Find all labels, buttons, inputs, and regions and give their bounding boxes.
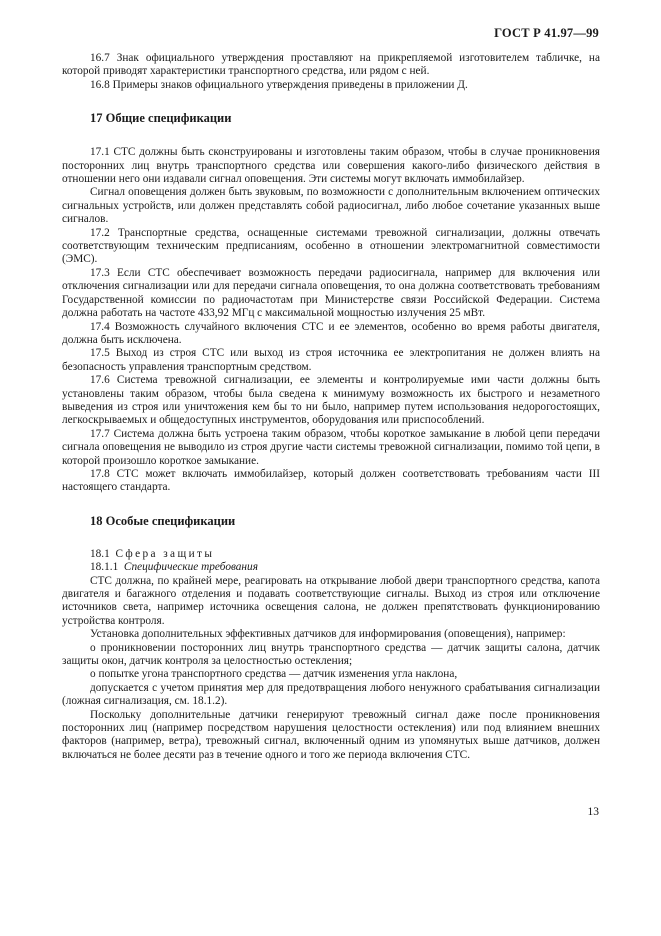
paragraph-17-3: 17.3 Если СТС обеспечивает возможность передачи радиосигнала, например для включения или отключения сигнализации или для передачи сигнала оповещения, то она должна соответствовать требованиям Государственной комиссии по радиочастотам при Министерстве связи Российской Федерации. Система должна работать на частоте 433,92 МГц с максимальной мощностью излучения 25 мВт. xyxy=(62,266,600,320)
paragraph-18-1-1-b: Установка дополнительных эффективных датчиков для информирования (оповещения), например: xyxy=(90,628,566,641)
subsubsection-number: 18.1.1 xyxy=(90,561,119,574)
paragraph-16-8: 16.8 Примеры знаков официального утверждения приведены в приложении Д. xyxy=(90,78,468,91)
page-content xyxy=(62,52,600,762)
paragraph-18-1-1-c: о проникновении посторонних лиц внутрь транспортного средства — датчик защиты салона, датчик защиты окон, датчик контроля за целостностью остекления; xyxy=(62,641,600,668)
paragraph-17-1: 17.1 СТС должны быть сконструированы и изготовлены таким образом, чтобы в случае проникновения посторонних лиц внутрь транспортного средства или совершения какого-либо физического действия в отношении него они издавали сигнал оповещения. Эти системы могут включать иммобилайзер. xyxy=(62,146,600,186)
page-number: 13 xyxy=(587,806,599,818)
paragraph-16-7: 16.7 Знак официального утверждения проставляют на прикрепляемой изготовителем табличке, на которой приводят характеристики транспортного средства, или рядом с ней. xyxy=(62,52,600,78)
section-17-heading: 17 Общие спецификации xyxy=(90,111,232,126)
section-18-heading: 18 Особые спецификации xyxy=(90,513,236,528)
paragraph-17-2: 17.2 Транспортные средства, оснащенные системами тревожной сигнализации, должны отвечать соответствующим техническим предписаниям, особенно в отношении электромагнитной совместимости (ЭМС). xyxy=(62,226,600,266)
paragraph-17-1-signal: Сигнал оповещения должен быть звуковым, по возможности с дополнительным включением оптических сигнальных устройств, или должен представлять собой радиосигнал, либо любое сочетание указанных выше сигналов. xyxy=(62,186,600,226)
subsubsection-title: Специфические требования xyxy=(123,561,258,574)
subsection-number: 18.1 xyxy=(90,547,110,560)
subsection-18-1-1-heading xyxy=(62,561,600,574)
subsection-18-1-heading xyxy=(62,548,600,561)
paragraph-17-7: 17.7 Система должна быть устроена таким образом, чтобы короткое замыкание в любой цепи передачи сигнала оповещения не выводило из строя другие части системы тревожной сигнализации, помимо той цепи, в которой произошло короткое замыкание. xyxy=(62,427,600,467)
paragraph-18-1-1-a: СТС должна, по крайней мере, реагировать на открывание любой двери транспортного средства, капота двигателя и багажного отделения и подавать соответствующие сигналы. Выход из строя или отключение источников света, например источника освещения салона, не должен препятствовать функционированию устройства контроля. xyxy=(62,574,600,627)
paragraph-17-6: 17.6 Система тревожной сигнализации, ее элементы и контролируемые ими части должны быть установлены таким образом, чтобы была сведена к минимуму возможность их быстрого и незаметного выведения из строя или уничтожения кем бы то ни было, например путем использования недорогостоящих, легкоскрываемых и общедоступных инструментов, оборудования или приспособлений. xyxy=(62,374,600,427)
paragraph-17-4: 17.4 Возможность случайного включения СТС и ее элементов, особенно во время работы двигателя, должна быть исключена. xyxy=(62,320,600,346)
paragraph-17-5: 17.5 Выход из строя СТС или выход из строя источника ее электропитания не должен влиять на безопасность управления транспортным средством. xyxy=(62,347,600,373)
paragraph-18-1-1-f: Поскольку дополнительные датчики генерируют тревожный сигнал даже после проникновения посторонних лиц (например посредством нарушения целостности остекления) или под влиянием внешних факторов (например, ветра), тревожный сигнал, включенный одним из упомянутых выше датчиков, должен включаться не более десяти раз в течение одного и того же периода включения СТС. xyxy=(62,708,600,761)
paragraph-18-1-1-d: о попытке угона транспортного средства — датчик изменения угла наклона, xyxy=(90,668,458,681)
paragraph-18-1-1-e: допускается с учетом принятия мер для предотвращения любого ненужного срабатывания сигнализации (ложная сигнализация, см. 18.1.2). xyxy=(62,681,600,708)
subsection-title: Сфера защиты xyxy=(115,547,215,560)
paragraph-17-8: 17.8 СТС может включать иммобилайзер, который должен соответствовать требованиям части III настоящего стандарта. xyxy=(62,467,600,494)
document-id-header: ГОСТ Р 41.97—99 xyxy=(494,26,599,40)
